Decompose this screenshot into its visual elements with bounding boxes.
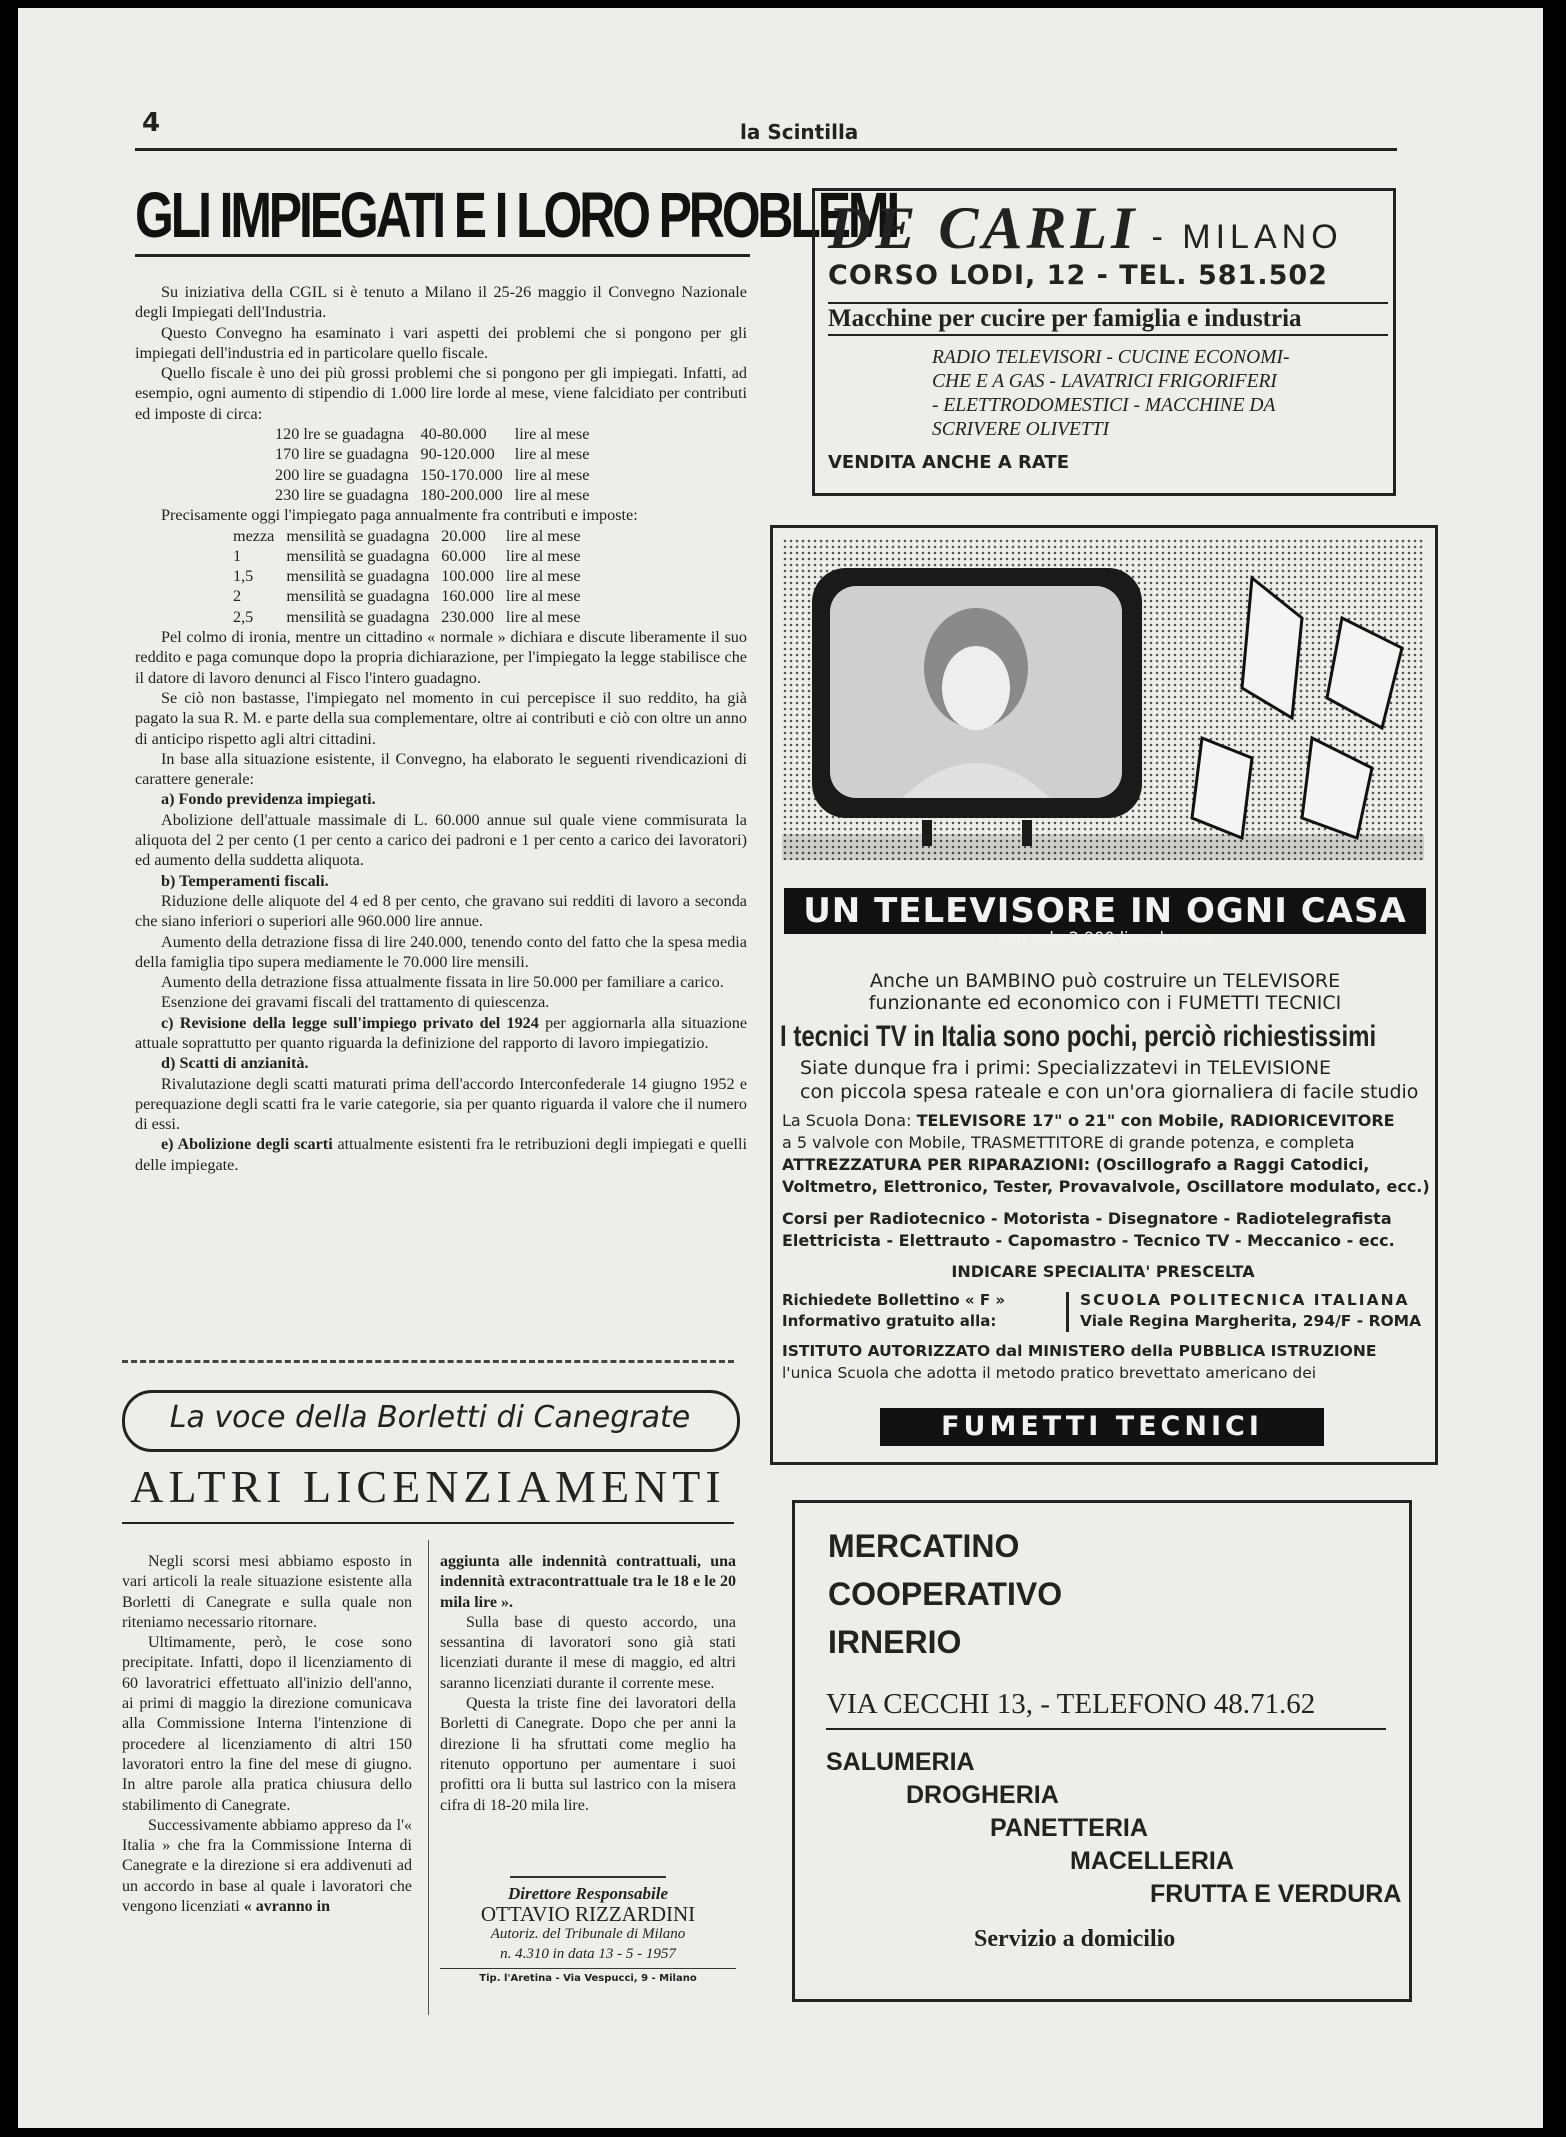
table-cell: lire al mese	[505, 607, 581, 626]
table-cell: 180-200.000	[420, 485, 503, 504]
intro-line: funzionante ed economico con i FUMETTI TECNICI	[868, 992, 1342, 1014]
school-address: Viale Regina Margherita, 294/F - ROMA	[1080, 1312, 1422, 1330]
colophon-printer: Tip. l'Aretina - Via Vespucci, 9 - Milano	[479, 1973, 697, 1984]
decarli-address: CORSO LODI, 12 - TEL. 581.502	[828, 260, 1328, 291]
masthead: la Scintilla	[740, 120, 859, 144]
intro-paragraph: Su iniziativa della CGIL si è tenuto a Milano il 25-26 maggio il Convegno Nazionale degli Impiegati dell'Industria.	[135, 283, 747, 322]
table-cell: 160.000	[441, 587, 494, 606]
fumetti-banner: FUMETTI TECNICI	[880, 1408, 1324, 1446]
body-paragraph: Precisamente oggi l'impiegato paga annualmente fra contributi e imposte:	[161, 506, 638, 525]
floor	[782, 834, 1424, 860]
table-cell: 2,5	[233, 607, 254, 626]
cartoon-face	[1327, 618, 1402, 728]
school-name: SCUOLA POLITECNICA ITALIANA	[1080, 1291, 1410, 1309]
decarli-tagline: Macchine per cucire per famiglia e industria	[828, 302, 1388, 336]
table-cell: lire al mese	[505, 567, 581, 586]
mercatino-service: Servizio a domicilio	[974, 1926, 1176, 1952]
unique-line: l'unica Scuola che adotta il metodo pratico brevettato americano dei	[782, 1364, 1317, 1382]
table-cell: 230 lire se guadagna	[275, 485, 409, 504]
dona-line: Voltmetro, Elettronico, Tester, Provavalvole, Oscillatore modulato, ecc.)	[782, 1177, 1430, 1196]
column-rule	[428, 1540, 429, 2015]
tv-school	[1080, 1290, 1426, 1332]
body-paragraph: Sulla base di questo accordo, una sessantina di lavoratori sono già stati licenziati durante il mese di maggio, ed altri saranno licenziati durante il corrente mese.	[440, 1613, 736, 1692]
body-paragraph: Pel colmo di ironia, mentre un cittadino « normale » dichiara e discute liberamente il suo reddito e paga comunque dopo la propria dichiarazione, per l'impiegato la legge stabilisce che il datore di lavoro denunci al Fisco l'intero guadagno.	[135, 628, 747, 687]
tv-request	[782, 1290, 1032, 1332]
table-row	[233, 566, 593, 586]
table-row	[275, 424, 601, 444]
colophon-authorization: Autoriz. del Tribunale di Milano	[490, 1926, 686, 1942]
body-paragraph: In base alla situazione esistente, il Convegno, ha elaborato le seguenti rivendicazioni di carattere generale:	[135, 749, 747, 789]
table-cell: 150-170.000	[420, 465, 503, 484]
decarli-brand: DE CARLI	[828, 195, 1139, 261]
product-line: SCRIVERE OLIVETTI	[932, 419, 1110, 440]
study-line: Siate dunque fra i primi: Specializzatevi in TELEVISIONE	[800, 1057, 1332, 1079]
section-divider	[122, 1360, 734, 1363]
kicker-title: La voce della Borletti di Canegrate	[169, 1400, 691, 1435]
authorized-line: ISTITUTO AUTORIZZATO dal MINISTERO della PUBBLICA ISTRUZIONE	[782, 1342, 1377, 1360]
dona-offer: TELEVISORE 17" o 21" con Mobile, RADIORICEVITORE	[916, 1111, 1395, 1130]
cartoon-faces	[1192, 578, 1402, 838]
product-line: - ELETTRODOMESTICI - MACCHINE DA	[932, 395, 1276, 416]
table-cell: lire al mese	[514, 485, 590, 504]
body-paragraph: Aumento della detrazione fissa di lire 240.000, tenendo conto del fatto che la spesa media della famiglia tipo supera mediamente le 70.000 lire mensili.	[135, 932, 747, 971]
point-title: c) Revisione della legge sull'impiego privato del 1924	[161, 1013, 539, 1032]
mercatino-address: VIA CECCHI 13, - TELEFONO 48.71.62	[826, 1688, 1316, 1720]
body-paragraph	[122, 1816, 412, 1917]
tv-intro	[784, 970, 1426, 1014]
cartoon-face	[1242, 578, 1302, 718]
table-cell: mensilità se guadagna	[286, 587, 430, 606]
main-headline: GLI IMPIEGATI E I LORO PROBLEMI	[135, 179, 898, 251]
intro-paragraph: Questo Convegno ha esaminato i vari aspetti dei problemi che si pongono per gli impiegati dell'industria ed in particolare quello fiscale.	[135, 323, 747, 362]
table-cell: 170 lire se guadagna	[275, 445, 409, 464]
table-row	[233, 607, 593, 627]
borletti-column-2	[440, 1552, 736, 1816]
woman-face	[942, 646, 1010, 730]
body-paragraph	[135, 1013, 747, 1054]
table-cell: mensilità se guadagna	[286, 567, 430, 586]
table-row	[275, 485, 601, 505]
intro-paragraph: Quello fiscale è uno dei più grossi problemi che si pongono per gli impiegati. Infatti, ad esempio, ogni aumento di stipendio di 1.000 lire lorde al mese, viene falcidiato per contributi ed imposte di circa:	[135, 364, 747, 423]
request-divider	[1066, 1292, 1069, 1332]
point-title: e) Abolizione degli scarti	[161, 1135, 333, 1154]
bold-quote: « avranno in	[243, 1898, 330, 1916]
table-cell: 100.000	[441, 567, 494, 586]
table-row	[233, 526, 593, 546]
dona-line: ATTREZZATURA PER RIPARAZIONI: (Oscillografo a Raggi Catodici,	[782, 1155, 1370, 1174]
body-paragraph: Negli scorsi mesi abbiamo esposto in vari articoli la reale situazione esistente alla Borletti di Canegrate e sulla quale non riteniamo necessario ritornare.	[122, 1553, 412, 1631]
colophon-role: Direttore Responsabile	[507, 1884, 669, 1903]
table-cell: mensilità se guadagna	[286, 607, 430, 626]
table-cell: 120 lre se guadagna	[275, 425, 405, 444]
decarli-sales: VENDITA ANCHE A RATE	[828, 452, 1070, 473]
table-cell: lire al mese	[505, 587, 581, 606]
body-paragraph: Esenzione dei gravami fiscali del trattamento di quiescenza.	[161, 993, 550, 1012]
table-cell: lire al mese	[514, 425, 590, 444]
body-paragraph: Se ciò non bastasse, l'impiegato nel momento in cui percepisce il suo reddito, ha già pagato la sua R. M. e parte della sua complementare, oltre ai contributi e ciò con oltre un anno di anticipo rispetto agli altri cittadini.	[135, 688, 747, 748]
table-cell: mezza	[233, 526, 275, 545]
dona-line: a 5 valvole con Mobile, TRASMETTITORE di grande potenza, e completa	[782, 1133, 1355, 1152]
table-cell: lire al mese	[514, 465, 590, 484]
colophon-rule	[510, 1876, 666, 1878]
table-row	[233, 546, 593, 566]
point-text: attualmente esistenti fra le retribuzioni degli impiegati e quelli delle impiegate.	[135, 1135, 748, 1174]
tv-dona	[782, 1110, 1430, 1198]
colophon-name: OTTAVIO RIZZARDINI	[480, 1902, 696, 1926]
point-title: a) Fondo previdenza impiegati.	[161, 790, 376, 809]
point-title: b) Temperamenti fiscali.	[161, 871, 329, 890]
table-row	[275, 444, 601, 464]
department: DROGHERIA	[906, 1781, 1059, 1809]
salary-months-table	[233, 526, 593, 627]
decarli-city: - MILANO	[1151, 218, 1343, 256]
address-rule	[826, 1728, 1386, 1730]
course-line: Elettricista - Elettrauto - Capomastro - Tecnico TV - Meccanico - ecc.	[782, 1231, 1395, 1250]
dona-line	[782, 1110, 1424, 1132]
table-cell: 1,5	[233, 567, 254, 586]
dona-intro: La Scuola Dona:	[782, 1111, 912, 1130]
cartoon-face	[1302, 738, 1372, 838]
table-cell: lire al mese	[505, 546, 581, 565]
table-cell: 200 lire se guadagna	[275, 465, 409, 484]
mercatino-title-line: MERCATINO	[828, 1528, 1020, 1564]
bold-quote: aggiunta alle indennità contrattuali, una indennità extracontrattuale tra le 18 e le 20 mila lire ».	[440, 1553, 736, 1611]
main-article-body	[135, 282, 747, 1175]
decarli-products	[932, 346, 1392, 442]
department: FRUTTA E VERDURA	[1150, 1880, 1402, 1908]
header-rule	[135, 148, 1397, 151]
product-line: RADIO TELEVISORI - CUCINE ECONOMI-	[932, 347, 1290, 368]
tv-authorization	[782, 1340, 1424, 1384]
table-cell: 230.000	[441, 607, 494, 626]
tv-headline: I tecnici TV in Italia sono pochi, perciò richiestissimi	[780, 1020, 1377, 1053]
table-cell: 60.000	[441, 546, 486, 565]
television-illustration	[782, 538, 1424, 860]
table-cell: 40-80.000	[420, 425, 487, 444]
tv-banner-sub: con sole 2.900 lire al mese	[997, 928, 1213, 947]
point-title: d) Scatti di anzianità.	[161, 1054, 309, 1073]
request-line: Richiedete Bollettino « F »	[782, 1291, 1006, 1309]
borletti-headline: ALTRI LICENZIAMENTI	[130, 1461, 726, 1512]
mercatino-title	[828, 1522, 1062, 1666]
body-text: Successivamente abbiamo appreso da l'« Italia » che fra la Commissione Interna di Canegrate e la direzione si era addivenuti ad un accordo in base al quale i lavoratori che vengono licenziati	[122, 1816, 412, 1916]
body-paragraph: Riduzione delle aliquote del 4 ed 8 per cento, che gravano sui redditi di lavoro a seconda che siano inferiori o superiori alle 960.000 lire annue.	[135, 891, 747, 931]
table-cell: lire al mese	[505, 526, 581, 545]
point-text: per aggiornarla alla situazione attuale soprattutto per quanto riguarda la definizione del rapporto di lavoro impiegatizio.	[135, 1013, 748, 1052]
headline-rule	[135, 254, 750, 257]
table-row	[275, 465, 601, 485]
tv-study	[800, 1056, 1420, 1104]
department: SALUMERIA	[826, 1748, 975, 1776]
request-line: Informativo gratuito alla:	[782, 1312, 997, 1330]
mercatino-title-line: IRNERIO	[828, 1624, 962, 1660]
intro-line: Anche un BAMBINO può costruire un TELEVISORE	[869, 970, 1341, 992]
cartoon-face	[1192, 738, 1252, 838]
deduction-table	[275, 424, 601, 505]
table-cell: 2	[233, 587, 242, 606]
body-paragraph: Questa la triste fine dei lavoratori della Borletti di Canegrate. Dopo che per anni la direzione li ha sfruttati come meglio ha ritenuto opportuno per aumentare i suoi profitti ora li butta sul lastrico con la misera cifra di 18-20 mila lire.	[440, 1695, 736, 1814]
headline-rule	[122, 1522, 734, 1524]
mercatino-title-line: COOPERATIVO	[828, 1576, 1063, 1612]
table-cell: 1	[233, 546, 242, 565]
decarli-brandline	[828, 195, 1388, 261]
colophon-authorization: n. 4.310 in data 13 - 5 - 1957	[500, 1946, 676, 1962]
tv-banner: UN TELEVISORE IN OGNI CASA	[784, 888, 1426, 934]
table-cell: 90-120.000	[420, 445, 495, 464]
table-cell: mensilità se guadagna	[286, 546, 430, 565]
course-line: Corsi per Radiotecnico - Motorista - Disegnatore - Radiotelegrafista	[782, 1209, 1392, 1228]
table-row	[233, 586, 593, 606]
body-paragraph: Aumento della detrazione fissa attualmente fissata in lire 50.000 per familiare a carico.	[161, 973, 724, 992]
table-cell: lire al mese	[514, 445, 590, 464]
tv-indicate: INDICARE SPECIALITA' PRESCELTA	[951, 1262, 1255, 1281]
department: MACELLERIA	[1070, 1847, 1234, 1875]
body-paragraph: Rivalutazione degli scatti maturati prima dell'accordo Interconfederale 14 giugno 1952 e perequazione degli scatti fra le varie categorie, sia per quanto riguarda il valore che il numero di essi.	[135, 1074, 747, 1134]
table-cell: mensilità se guadagna	[286, 526, 430, 545]
colophon	[440, 1876, 736, 1989]
department: PANETTERIA	[990, 1814, 1148, 1842]
tv-courses	[782, 1208, 1424, 1252]
page-number: 4	[142, 108, 161, 138]
body-paragraph	[135, 1134, 747, 1175]
body-paragraph: Abolizione dell'attuale massimale di L. 60.000 annue sul quale viene commisurata la aliquota del 2 per cento (1 per cento a carico dei padroni e 1 per cento a carico dei lavoratori) ed aumento della suddetta aliquota.	[135, 810, 747, 870]
table-cell: 20.000	[441, 526, 486, 545]
product-line: CHE E A GAS - LAVATRICI FRIGORIFERI	[932, 371, 1277, 392]
study-line: con piccola spesa rateale e con un'ora giornaliera di facile studio	[800, 1081, 1419, 1103]
body-paragraph: Ultimamente, però, le cose sono precipitate. Infatti, dopo il licenziamento di 60 lavoratrici effettuato all'inizio dell'anno, ai primi di maggio la direzione comunicava alla Commissione Interna l'intenzione di procedere al licenziamento di altri 150 lavoratori entro la fine del mese di giugno. In altre parole alla pratica chiusura dello stabilimento di Canegrate.	[122, 1634, 412, 1814]
borletti-column-1	[122, 1552, 412, 1917]
